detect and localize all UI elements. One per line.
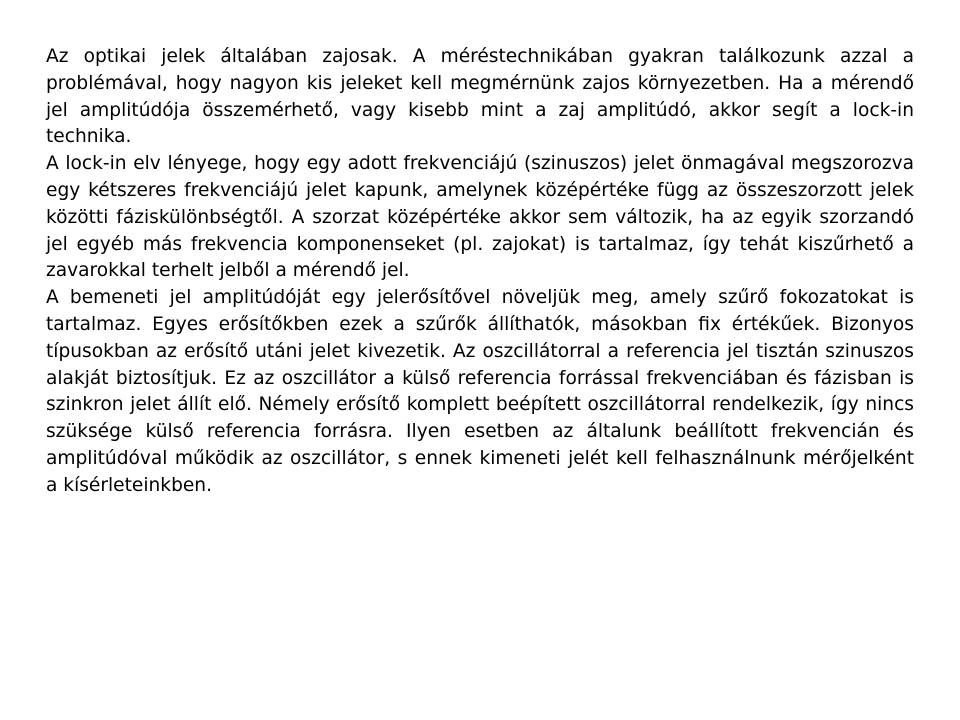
text-body — [46, 44, 914, 500]
paragraph-lock-in-principle: A lock-in elv lényege, hogy egy adott frekvenciájú (szinuszos) jelet önmagával megszorozva egy kétszeres frekvenciájú jelet kapunk, amelynek középértéke függ az összeszorzott jelek közötti fáziskülönbségtől. A szorzat középértéke akkor sem változik, ha az egyik szorzandó jel egyéb más frekvencia komponenseket (pl. zajokat) is tartalmaz, így tehát kiszűrhető a zavarokkal terhelt jelből a mérendő jel. — [46, 153, 914, 282]
paragraph-noisy-signals: Az optikai jelek általában zajosak. A méréstechnikában gyakran találkozunk azzal a problémával, hogy nagyon kis jeleket kell megmérnünk zajos környezetben. Ha a mérendő jel amplitúdója összemérhető, vagy kisebb mint a zaj amplitúdó, akkor segít a lock-in technika. — [46, 46, 914, 148]
paragraph-amplifier-oscillator: A bemeneti jel amplitúdóját egy jelerősítővel növeljük meg, amely szűrő fokozatokat is tartalmaz. Egyes erősítőkben ezek a szűrők állíthatók, másokban fix értékűek. Bizonyos típusokban az erősítő utáni jelet kivezetik. Az oszcillátorral a referencia jel tisztán szinuszos alakját biztosítjuk. Ez az oszcillátor a külső referencia forrással frekvenciában és fázisban is szinkron jelet állít elő. Némely erősítő komplett beépített oszcillátorral rendelkezik, így nincs szüksége külső referencia forrásra. Ilyen esetben az általunk beállított frekvencián és amplitúdóval működik az oszcillátor, s ennek kimeneti jelét kell felhasználnunk mérőjelként a kísérleteinkben. — [46, 287, 914, 496]
